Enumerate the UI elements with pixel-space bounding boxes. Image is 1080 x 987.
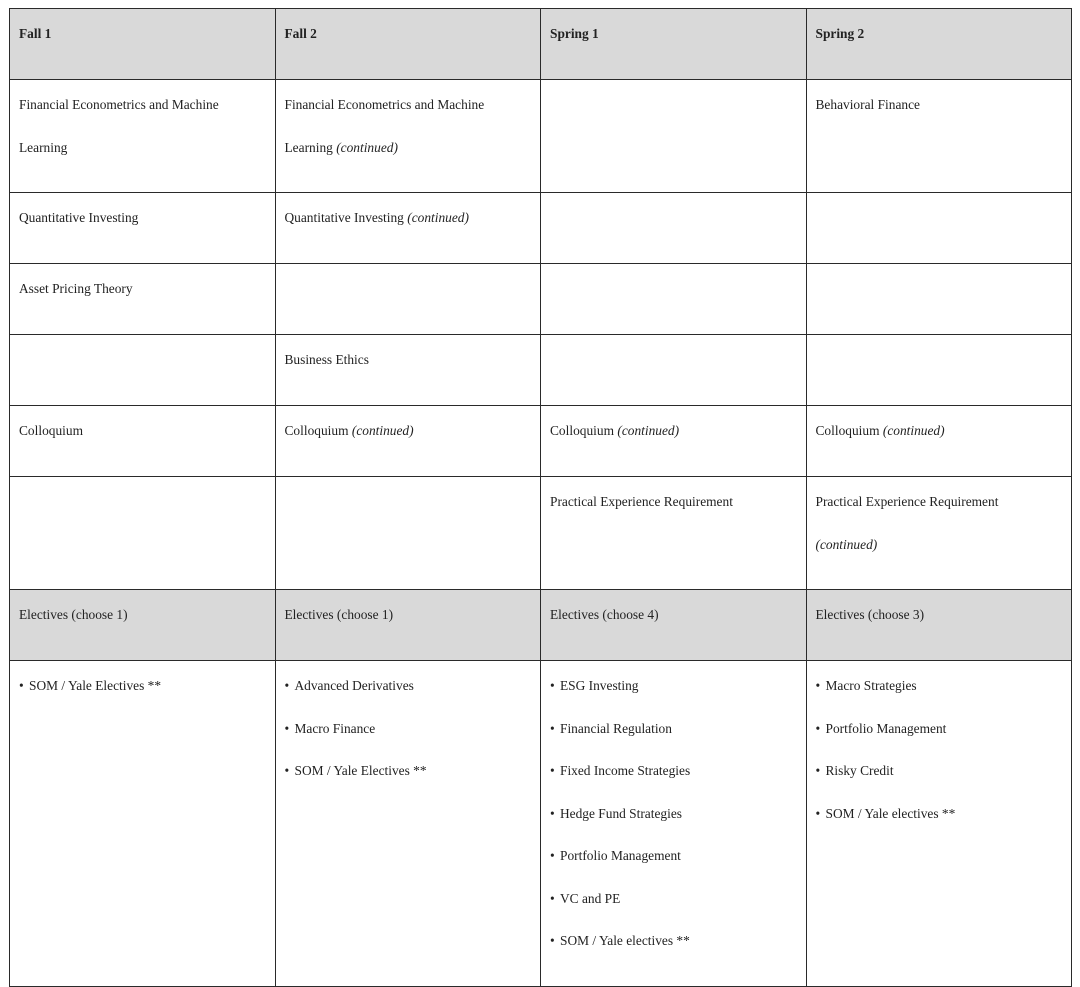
header-fall-1 — [10, 9, 276, 80]
bullet-icon: • — [284, 678, 290, 693]
course-name: Financial Econometrics and Machine — [284, 97, 485, 112]
list-item — [816, 708, 1063, 751]
table-cell — [806, 335, 1072, 406]
bullet-icon: • — [284, 763, 290, 778]
list-item — [816, 665, 1063, 708]
bullet-icon: • — [815, 678, 821, 693]
continued-note: (continued) — [617, 423, 680, 438]
header-row — [10, 9, 1072, 80]
course-name-line — [285, 127, 532, 170]
list-item — [816, 793, 1063, 836]
table-cell — [10, 193, 276, 264]
bullet-icon: • — [815, 763, 821, 778]
course-name: Colloquium — [550, 423, 614, 438]
elective-name: Risky Credit — [825, 763, 894, 778]
course-name: Behavioral Finance — [815, 97, 920, 112]
table-cell — [541, 264, 807, 335]
list-item — [550, 665, 797, 708]
bullet-icon: • — [550, 763, 555, 778]
table-cell — [275, 335, 541, 406]
table-cell — [10, 335, 276, 406]
course-name: Practical Experience Requirement — [815, 494, 999, 509]
list-item — [285, 750, 532, 793]
elective-name: Macro Strategies — [825, 678, 917, 693]
bullet-icon: • — [550, 678, 555, 693]
elective-name: Portfolio Management — [560, 848, 681, 863]
electives-label: Electives (choose 1) — [284, 607, 394, 622]
table-cell — [806, 80, 1072, 193]
course-name-line — [285, 197, 532, 240]
table-cell — [541, 80, 807, 193]
continued-note: (continued) — [882, 423, 945, 438]
elective-name: Portfolio Management — [825, 720, 947, 736]
continued-note: (continued) — [407, 210, 469, 225]
table-cell — [275, 193, 541, 264]
list-item — [550, 835, 797, 878]
list-item — [550, 920, 797, 963]
course-name: Colloquium — [19, 423, 83, 438]
table-cell — [275, 80, 541, 193]
course-name: Practical Experience Requirement — [550, 494, 733, 509]
electives-list-spring-1 — [541, 661, 807, 987]
list-item — [285, 665, 532, 708]
electives-label: Electives (choose 4) — [550, 607, 659, 622]
bullet-icon: • — [550, 848, 555, 863]
elective-name: Hedge Fund Strategies — [560, 805, 682, 821]
electives-header — [275, 590, 541, 661]
bullet-icon: • — [550, 890, 555, 906]
course-name: Learning — [284, 139, 333, 155]
bullet-icon: • — [815, 720, 821, 736]
electives-label: Electives (choose 1) — [19, 607, 128, 622]
list-item — [285, 708, 532, 751]
list-item — [550, 878, 797, 921]
table-cell — [10, 80, 276, 193]
list-item — [550, 708, 797, 751]
course-name: Quantitative Investing — [284, 210, 404, 225]
list-item — [550, 750, 797, 793]
elective-name: SOM / Yale Electives ** — [29, 678, 162, 693]
electives-header — [806, 590, 1072, 661]
electives-list-fall-2 — [275, 661, 541, 987]
header-spring-1 — [541, 9, 807, 80]
elective-name: Macro Finance — [294, 720, 376, 736]
header-spring-2 — [806, 9, 1072, 80]
table-cell — [541, 335, 807, 406]
bullet-icon: • — [550, 720, 555, 736]
bullet-icon: • — [284, 720, 290, 736]
list-item — [550, 793, 797, 836]
bullet-icon: • — [550, 805, 555, 821]
header-label: Spring 2 — [815, 26, 865, 41]
table-cell — [275, 477, 541, 590]
table-cell — [806, 406, 1072, 477]
course-name: Learning — [19, 139, 68, 155]
course-name: Financial Econometrics and Machine — [19, 97, 219, 112]
table-row — [10, 406, 1072, 477]
course-name-line — [550, 410, 797, 453]
course-name: Quantitative Investing — [19, 210, 139, 225]
elective-name: ESG Investing — [560, 678, 639, 693]
course-name-line — [816, 410, 1063, 453]
electives-list-fall-1 — [10, 661, 276, 987]
continued-note: (continued) — [336, 139, 398, 155]
table-cell — [806, 477, 1072, 590]
table-row — [10, 477, 1072, 590]
elective-name: VC and PE — [560, 890, 621, 906]
table-cell — [10, 477, 276, 590]
continued-note: (continued) — [351, 423, 414, 438]
table-row — [10, 193, 1072, 264]
table-cell — [275, 406, 541, 477]
curriculum-table — [9, 8, 1072, 987]
electives-label: Electives (choose 3) — [815, 607, 925, 622]
table-cell — [10, 264, 276, 335]
list-item — [816, 750, 1063, 793]
elective-name: SOM / Yale Electives ** — [294, 763, 427, 778]
header-label: Fall 1 — [19, 26, 52, 41]
table-cell — [275, 264, 541, 335]
electives-row — [10, 661, 1072, 987]
table-row — [10, 80, 1072, 193]
list-item — [19, 665, 266, 708]
bullet-icon: • — [550, 933, 555, 948]
course-name-line — [285, 410, 532, 453]
elective-name: SOM / Yale electives ** — [825, 805, 956, 821]
table-cell — [541, 406, 807, 477]
table-cell — [806, 193, 1072, 264]
elective-name: Financial Regulation — [560, 720, 672, 736]
bullet-icon: • — [815, 805, 821, 821]
electives-header — [10, 590, 276, 661]
course-name: Asset Pricing Theory — [19, 281, 133, 296]
continued-note: (continued) — [815, 536, 878, 552]
table-cell — [541, 477, 807, 590]
table-row — [10, 264, 1072, 335]
course-name: Colloquium — [815, 423, 880, 438]
table-row — [10, 335, 1072, 406]
table-cell — [541, 193, 807, 264]
header-label: Fall 2 — [284, 26, 317, 41]
table-cell — [806, 264, 1072, 335]
elective-name: Advanced Derivatives — [294, 678, 414, 693]
course-name: Colloquium — [284, 423, 349, 438]
elective-name: SOM / Yale electives ** — [560, 933, 690, 948]
table-cell — [10, 406, 276, 477]
electives-header-row — [10, 590, 1072, 661]
course-name: Business Ethics — [284, 352, 369, 367]
electives-list-spring-2 — [806, 661, 1072, 987]
header-label: Spring 1 — [550, 26, 599, 41]
bullet-icon: • — [19, 678, 24, 693]
elective-name: Fixed Income Strategies — [560, 763, 691, 778]
header-fall-2 — [275, 9, 541, 80]
electives-header — [541, 590, 807, 661]
